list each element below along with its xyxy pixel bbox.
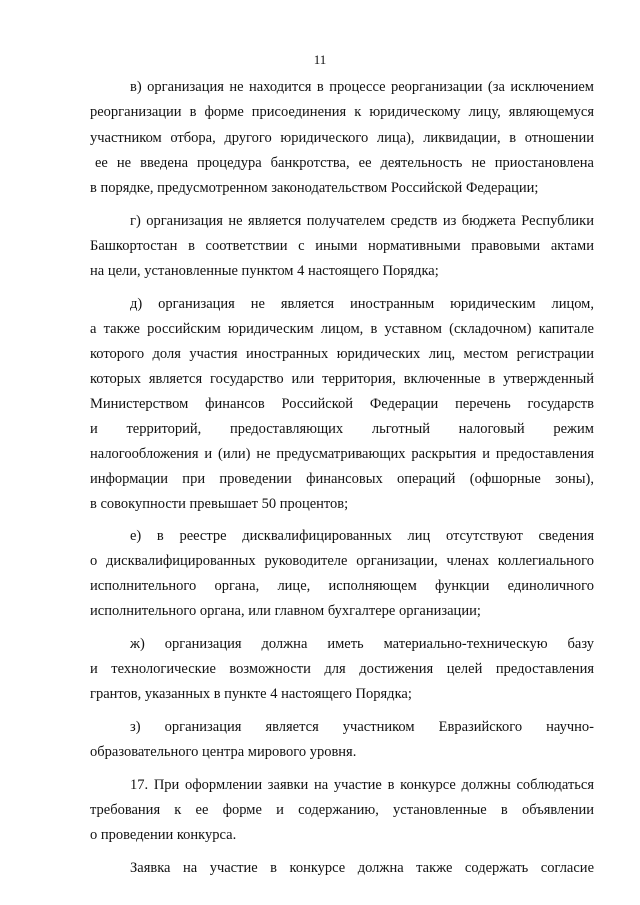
text-line: информации при проведении финансовых операций (офшорные зоны), — [90, 471, 594, 487]
text-line: грантов, указанных в пункте 4 настоящего Порядка; — [90, 686, 412, 702]
text-line: образовательного центра мирового уровня. — [90, 744, 357, 760]
text-line: реорганизации в форме присоединения к юридическому лицу, являющемуся — [90, 104, 594, 120]
text-line: в порядке, предусмотренном законодательством Российской Федерации; — [90, 180, 539, 196]
text-line: 17. При оформлении заявки на участие в конкурсе должны соблюдаться — [130, 777, 594, 793]
text-line: участником отбора, другого юридического лица), ликвидации, в отношении — [90, 130, 594, 146]
text-line: г) организация не является получателем средств из бюджета Республики — [130, 213, 594, 229]
text-line: исполнительного органа, или главном бухгалтере организации; — [90, 603, 481, 619]
text-line: которого доля участия иностранных юридических лиц, местом регистрации — [90, 346, 594, 362]
text-line: в) организация не находится в процессе реорганизации (за исключением — [130, 79, 594, 95]
text-line: ее не введена процедура банкротства, ее деятельность не приостановлена — [95, 155, 594, 171]
text-line: требования к ее форме и содержанию, установленные в объявлении — [90, 802, 594, 818]
text-line: Башкортостан в соответствии с иными нормативными правовыми актами — [90, 238, 594, 254]
text-line: которых является государство или территория, включенные в утвержденный — [90, 371, 594, 387]
text-line: исполнительного органа, лице, исполняющем функции единоличного — [90, 578, 594, 594]
text-line: налогообложения и (или) не предусматривающих раскрытия и предоставления — [90, 446, 594, 462]
text-line: е) в реестре дисквалифицированных лиц отсутствуют сведения — [130, 528, 594, 544]
text-line: о проведении конкурса. — [90, 827, 237, 843]
text-line: о дисквалифицированных руководителе организации, членах коллегиального — [90, 553, 594, 569]
text-line: и территорий, предоставляющих льготный налоговый режим — [90, 421, 594, 437]
page-number: 11 — [313, 52, 327, 67]
text-line: в совокупности превышает 50 процентов; — [90, 496, 349, 512]
text-line: д) организация не является иностранным юридическим лицом, — [130, 296, 594, 312]
text-line: з) организация является участником Евразийского научно- — [130, 719, 594, 735]
text-line: и технологические возможности для достижения целей предоставления — [90, 661, 594, 677]
text-line: а также российским юридическим лицом, в уставном (складочном) капитале — [90, 321, 594, 337]
text-line: на цели, установленные пунктом 4 настоящего Порядка; — [90, 263, 439, 279]
text-line: Министерством финансов Российской Федерации перечень государств — [90, 396, 594, 412]
text-line: Заявка на участие в конкурсе должна также содержать согласие — [130, 860, 594, 876]
text-line: ж) организация должна иметь материально-техническую базу — [130, 636, 594, 652]
